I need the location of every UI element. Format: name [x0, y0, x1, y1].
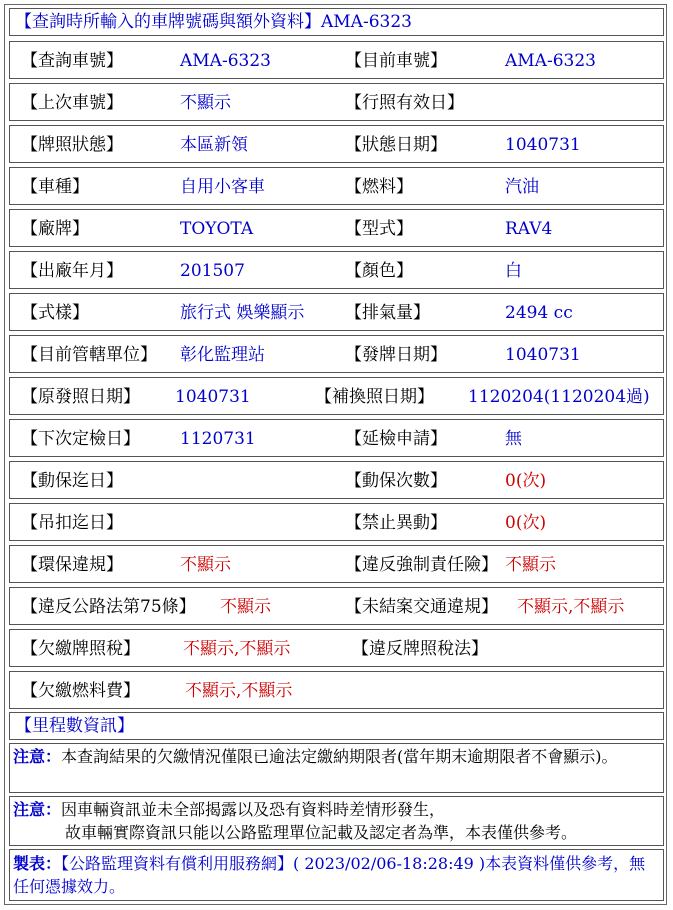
info-row	[9, 167, 664, 205]
info-row	[9, 83, 664, 121]
info-row	[9, 41, 664, 79]
info-row	[9, 503, 664, 541]
field-label: 【上次車號】	[21, 93, 123, 113]
note-1	[9, 743, 664, 793]
field-value: 1120204(1120204過)	[468, 387, 650, 407]
field-label: 【牌照狀態】	[21, 135, 123, 155]
field-label: 【目前車號】	[345, 51, 447, 71]
field-label: 【未結案交通違規】	[345, 597, 498, 617]
field-label: 【違反強制責任險】	[345, 555, 498, 575]
field-value: 不顯示,不顯示	[517, 597, 625, 617]
field-label: 【廠牌】	[21, 219, 89, 239]
note-2-line-1: 因車輛資訊並未全部揭露以及恐有資料時差情形發生，	[61, 800, 446, 819]
field-label: 【式樣】	[21, 303, 89, 323]
field-label: 【排氣量】	[345, 303, 430, 323]
field-label: 【狀態日期】	[345, 135, 447, 155]
header-row	[9, 8, 664, 36]
info-row	[9, 209, 664, 247]
field-value: 2494 cc	[505, 303, 573, 323]
field-label: 【出廠年月】	[21, 261, 123, 281]
field-value: 1040731	[505, 135, 581, 155]
field-label: 【違反公路法第75條】	[21, 597, 196, 617]
field-label: 【查詢車號】	[21, 51, 123, 71]
field-value: AMA-6323	[505, 51, 596, 71]
field-value: 不顯示	[180, 93, 231, 113]
info-row	[9, 419, 664, 457]
footer-text: 本表資料僅供參考，無任何憑據效力。	[13, 854, 646, 896]
field-value: 不顯示,不顯示	[183, 639, 291, 659]
field-label: 【違反牌照稅法】	[352, 639, 488, 659]
field-label: 【燃料】	[345, 177, 413, 197]
info-row	[9, 293, 664, 331]
field-value: 旅行式 娛樂顯示	[180, 303, 305, 323]
field-value: 不顯示	[180, 555, 231, 575]
header-title	[15, 12, 412, 32]
info-row	[9, 125, 664, 163]
field-label: 【型式】	[345, 219, 413, 239]
footer-label: 製表：	[13, 854, 62, 873]
field-value: 彰化監理站	[180, 345, 265, 365]
field-label: 【環保違規】	[21, 555, 123, 575]
field-value: 不顯示,不顯示	[185, 681, 293, 701]
info-row	[9, 671, 664, 709]
field-value: RAV4	[505, 219, 553, 239]
field-value: 1120731	[180, 429, 256, 449]
footer-source: 【公路監理資料有償利用服務網】	[61, 854, 294, 873]
mileage-row	[9, 712, 664, 740]
field-label: 【行照有效日】	[345, 93, 464, 113]
mileage-title: 【里程數資訊】	[15, 716, 134, 736]
field-label: 【禁止異動】	[345, 513, 447, 533]
field-label: 【延檢申請】	[345, 429, 447, 449]
field-value: TOYOTA	[180, 219, 254, 239]
field-value: 自用小客車	[180, 177, 265, 197]
field-value: 0(次)	[505, 471, 547, 491]
note-2	[9, 796, 664, 846]
note-1-label: 注意：	[13, 747, 62, 766]
field-value: 1040731	[175, 387, 251, 407]
field-value: AMA-6323	[180, 51, 271, 71]
note-2-label: 注意：	[13, 800, 62, 819]
info-row	[9, 461, 664, 499]
note-1-text: 本查詢結果的欠繳情況僅限已逾法定繳納期限者(當年期末逾期限者不會顯示)。	[61, 747, 618, 766]
field-value: 不顯示	[505, 555, 556, 575]
field-label: 【目前管轄單位】	[21, 345, 157, 365]
field-label: 【動保次數】	[345, 471, 447, 491]
field-value: 白	[505, 261, 522, 281]
header-plate: AMA-6323	[321, 12, 412, 32]
field-label: 【吊扣迄日】	[21, 513, 123, 533]
field-value: 1040731	[505, 345, 581, 365]
field-value: 不顯示	[220, 597, 271, 617]
field-value: 201507	[180, 261, 245, 281]
info-row	[9, 545, 664, 583]
field-label: 【下次定檢日】	[21, 429, 140, 449]
field-value: 本區新領	[180, 135, 248, 155]
field-label: 【原發照日期】	[21, 387, 140, 407]
info-row	[9, 587, 664, 625]
info-row	[9, 377, 664, 415]
header-prefix: 【查詢時所輸入的車牌號碼與額外資料】	[15, 12, 321, 32]
field-value: 汽油	[505, 177, 539, 197]
field-label: 【欠繳燃料費】	[21, 681, 140, 701]
info-row	[9, 251, 664, 289]
field-label: 【補換照日期】	[315, 387, 434, 407]
field-label: 【車種】	[21, 177, 89, 197]
note-2-line-2: 故車輛實際資訊只能以公路監理單位記載及認定者為準，本表僅供參考。	[65, 823, 578, 842]
field-label: 【欠繳牌照稅】	[21, 639, 140, 659]
footer-time: ( 2023/02/06-18:28:49 )	[293, 854, 486, 873]
field-label: 【顏色】	[345, 261, 413, 281]
field-value: 無	[505, 429, 522, 449]
field-label: 【動保迄日】	[21, 471, 123, 491]
field-label: 【發牌日期】	[345, 345, 447, 365]
info-row	[9, 629, 664, 667]
field-value: 0(次)	[505, 513, 547, 533]
footer-note	[9, 849, 664, 901]
info-row	[9, 335, 664, 373]
